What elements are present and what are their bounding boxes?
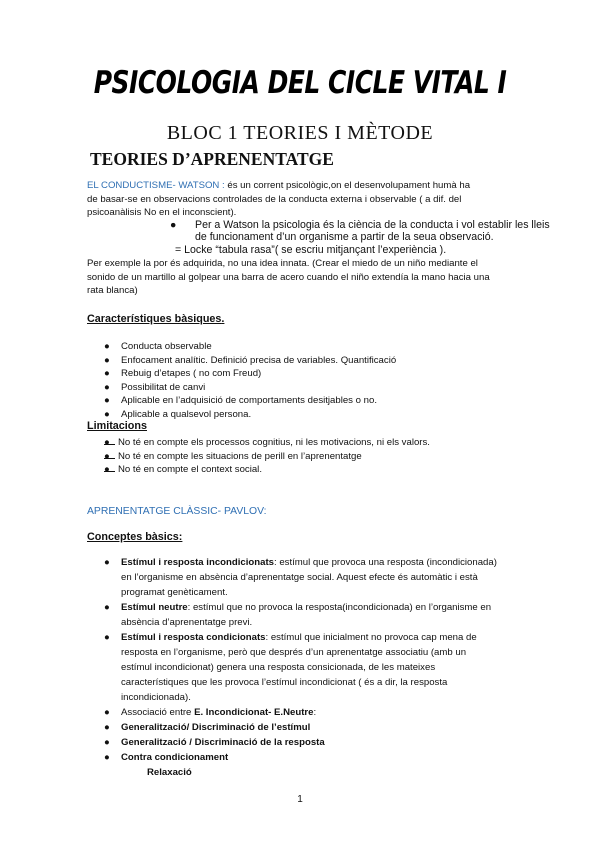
list-subitem: Relaxació [147, 767, 192, 778]
pavlov-heading: APRENENTATGE CLÀSSIC- PAVLOV: [87, 506, 267, 517]
watson-bullet-dot: ● [170, 219, 177, 231]
caracteristiques-heading: Característiques bàsiques. [87, 313, 225, 325]
list-item: ● Possibilitat de canvi [104, 381, 206, 393]
list-item: ● Aplicable en l’adquisició de comportaments desitjables o no. [104, 395, 377, 407]
list-item: ● Conducta observable [104, 341, 212, 352]
locke-line: = Locke “tabula rasa”( se escriu mitjançant l’experiència ). [175, 244, 447, 256]
example-line-2: sonido de un martillo al golpear una barra de acero cuando el niño extendía la mano hacia una [87, 271, 490, 283]
document-title: PSICOLOGIA DEL CICLE VITAL I [93, 64, 507, 101]
caracteristiques-list [104, 340, 524, 422]
limitacions-heading: Limitacions [87, 420, 147, 432]
list-item: ● No té en compte les situacions de perill en l’aprenentatge [104, 450, 362, 462]
example-line-1: Per exemple la por és adquirida, no una idea innata. (Crear el miedo de un niño mediante el [87, 258, 478, 269]
watson-bullet-line-1: Per a Watson la psicologia és la ciència de la conducta i vol establir les lleis [195, 219, 550, 231]
conceptes-heading: Conceptes bàsics: [87, 531, 183, 543]
conductisme-intro-3: psicoanàlisis No en el inconscient). [87, 207, 237, 219]
example-line-3: rata blanca) [87, 285, 138, 297]
conductisme-intro-1: és un corrent psicològic,on el desenvolupament humà ha [227, 180, 471, 191]
list-item: ● Estímul neutre: estímul que no provoca la resposta(incondicionada) en l’organisme en absència d’aprenentatge previ. [104, 602, 492, 628]
list-item: ● Contra condicionament [104, 752, 229, 763]
list-item: ● Enfocament analític. Definició precisa de variables. Quantificació [104, 354, 397, 366]
limitacions-list [104, 436, 524, 477]
list-item: ● No té en compte els processos cognitius, ni les motivacions, ni els valors. [104, 437, 430, 448]
conductisme-intro-2: de basar-se en observacions controlades de la conducta externa i observable ( a dif. del [87, 193, 462, 205]
list-item: ● Estímul i resposta condicionats: estímul que inicialment no provoca cap mena de resposta en l’organisme, però que després d’un aprenentatge associatiu (amb un estímul incondicionat) genera una resposta consicionada, de les mateixes característiques que les provoca l’estímul incondicionat ( és a dir, la resposta incondicionada). [104, 632, 477, 703]
page-number: 1 [297, 794, 303, 805]
list-item: ● Generalització/ Discriminació de l’estímul [104, 722, 311, 733]
bloc-heading: BLOC 1 TEORIES I MÈTODE [166, 122, 434, 144]
list-item: ● Generalització / Discriminació de la resposta [104, 737, 325, 748]
watson-bullet [195, 219, 555, 244]
list-item: ● Aplicable a qualsevol persona. [104, 408, 252, 420]
example-paragraph [87, 257, 527, 298]
conceptes-list [104, 555, 524, 780]
section-heading: TEORIES D’APRENENTATGE [90, 149, 334, 169]
conductisme-heading: EL CONDUCTISME- WATSON : [87, 180, 225, 191]
list-item: ● Rebuig d’etapes ( no com Freud) [104, 368, 262, 380]
watson-bullet-line-2: de funcionament d’un organisme a partir de la seua observació. [195, 231, 494, 244]
list-item: ● No té en compte el context social. [104, 464, 262, 476]
list-item: ● Associació entre E. Incondicionat- E.Neutre: [104, 707, 317, 718]
list-item: ● Estímul i resposta incondicionats: estímul que provoca una resposta (incondicionada) en l’organisme en absència d’aprenentatge social. Aquest efecte és automàtic i està programat genèticament. [104, 557, 497, 598]
conductisme-paragraph [87, 179, 527, 220]
